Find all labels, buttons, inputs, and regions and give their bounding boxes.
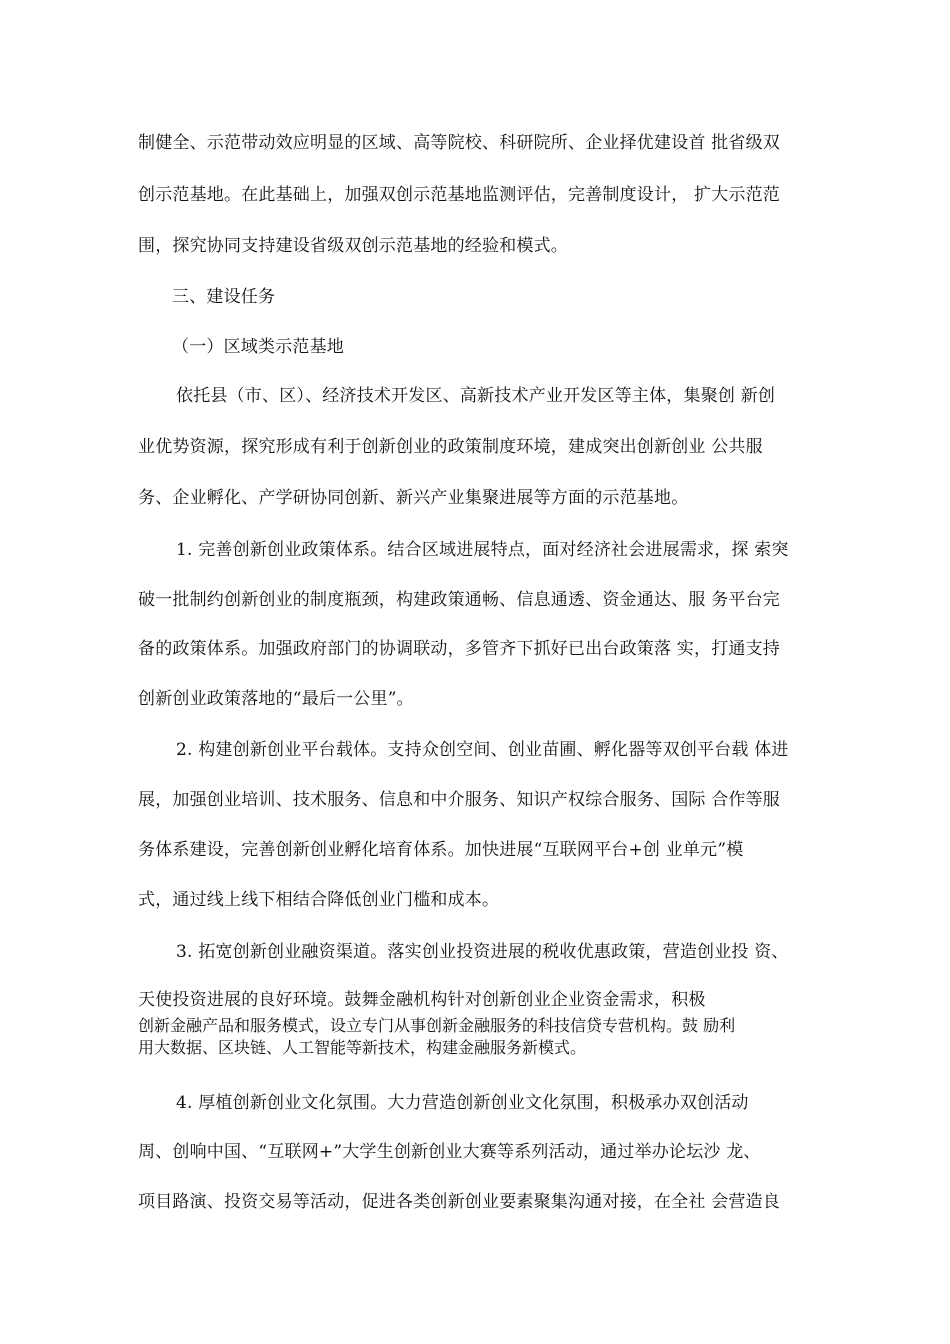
list-item-1-line: 1. 完善创新创业政策体系。结合区域进展特点，面对经济社会进展需求，探 索突 <box>176 540 789 560</box>
body-text-line: 依托县（市、区）、经济技术开发区、高新技术产业开发区等主体，集聚创 新创 <box>176 386 776 406</box>
body-text-line: 创新金融产品和服务模式，设立专门从事创新金融服务的科技信贷专营机构。鼓 励利 <box>138 1016 736 1035</box>
body-text-line: 围，探究协同支持建设省级双创示范基地的经验和模式。 <box>138 236 568 256</box>
body-text-line: 破一批制约创新创业的制度瓶颈，构建政策通畅、信息通透、资金通达、服 务平台完 <box>138 590 781 610</box>
body-text-line: 周、创响中国、“互联网+”大学生创新创业大赛等系列活动，通过举办论坛沙 龙、 <box>138 1142 761 1162</box>
body-text-line: 业优势资源，探究形成有利于创新创业的政策制度环境，建成突出创新创业 公共服 <box>138 437 763 457</box>
body-text-line: 备的政策体系。加强政府部门的协调联动，多管齐下抓好已出台政策落 实，打通支持 <box>138 639 781 659</box>
section-heading: 三、建设任务 <box>172 287 276 307</box>
body-text-line: 展，加强创业培训、技术服务、信息和中介服务、知识产权综合服务、国际 合作等服 <box>138 790 781 810</box>
list-item-2-line: 2. 构建创新创业平台载体。支持众创空间、创业苗圃、孵化器等双创平台载 体进 <box>176 740 789 760</box>
body-text-line: 务体系建设，完善创新创业孵化培育体系。加快进展“互联网平台+创 业单元”模 <box>138 840 744 860</box>
list-item-3-line: 3. 拓宽创新创业融资渠道。落实创业投资进展的税收优惠政策，营造创业投 资、 <box>176 942 789 962</box>
list-item-4-line: 4. 厚植创新创业文化氛围。大力营造创新创业文化氛围，积极承办双创活动 <box>176 1093 749 1113</box>
body-text-line: 项目路演、投资交易等活动，促进各类创新创业要素聚集沟通对接，在全社 会营造良 <box>138 1192 781 1212</box>
body-text-line: 制健全、示范带动效应明显的区域、高等院校、科研院所、企业择优建设首 批省级双 <box>138 133 781 153</box>
body-text-line: 创新创业政策落地的“最后一公里”。 <box>138 689 414 709</box>
subsection-heading: （一）区域类示范基地 <box>172 337 344 357</box>
body-text-line: 创示范基地。在此基础上，加强双创示范基地监测评估，完善制度设计， 扩大示范范 <box>138 185 781 205</box>
body-text-line: 务、企业孵化、产学研协同创新、新兴产业集聚进展等方面的示范基地。 <box>138 488 689 508</box>
body-text-line: 天使投资进展的良好环境。鼓舞金融机构针对创新创业企业资金需求，积极 <box>138 990 706 1010</box>
body-text-line: 式，通过线上线下相结合降低创业门槛和成本。 <box>138 890 500 910</box>
body-text-line: 用大数据、区块链、人工智能等新技术，构建金融服务新模式。 <box>138 1038 587 1057</box>
